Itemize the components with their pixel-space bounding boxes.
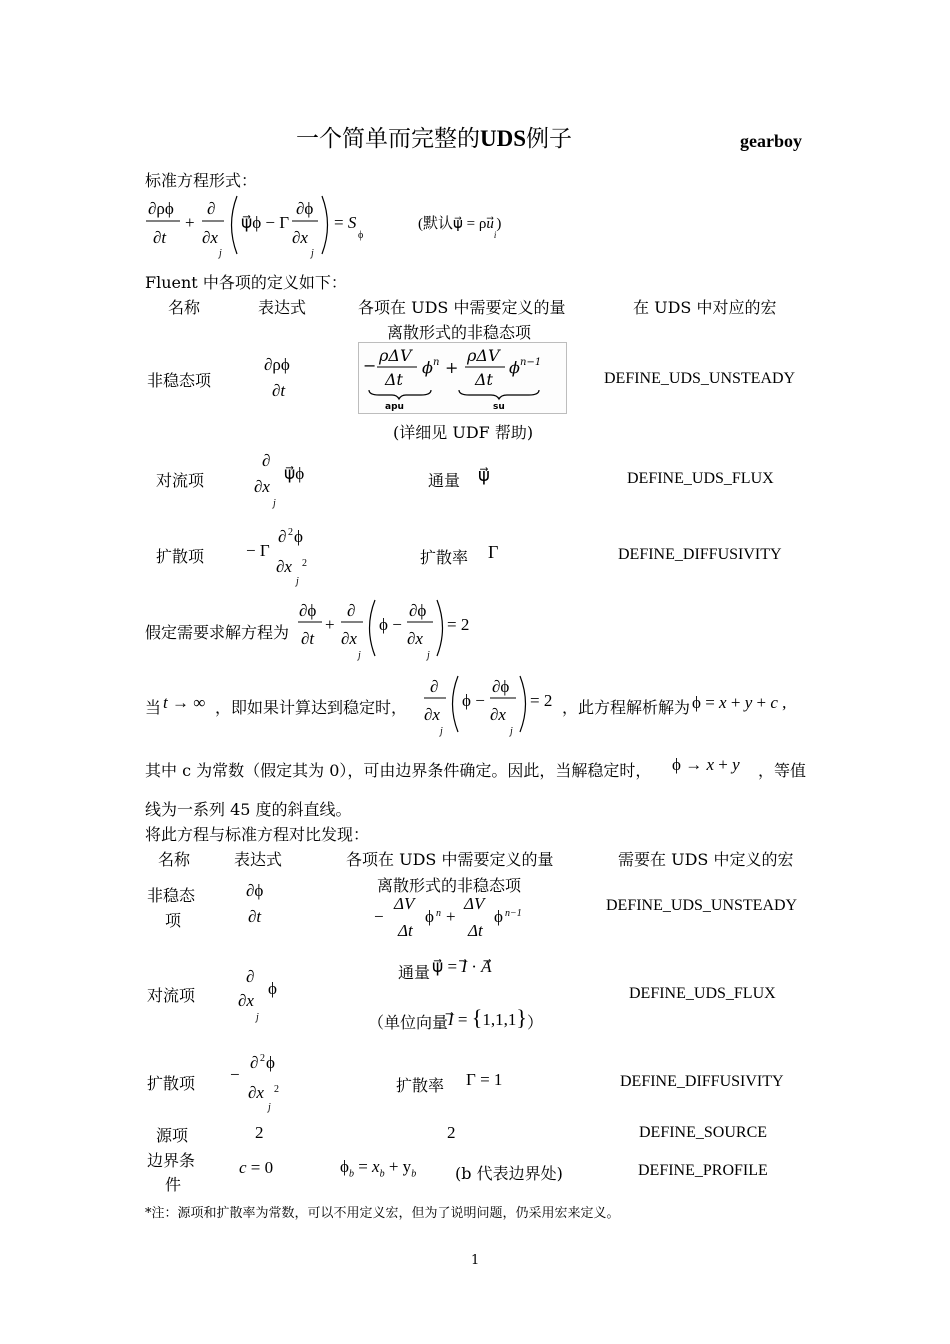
t2-source-name: 源项 xyxy=(156,1126,189,1145)
svg-text:ϕ: ϕ xyxy=(266,1053,275,1072)
svg-text:j: j xyxy=(219,248,222,259)
t1-convection-name: 对流项 xyxy=(156,471,205,490)
svg-text:ρΔV: ρΔV xyxy=(467,346,500,365)
t1-header-macro: 在 UDS 中对应的宏 xyxy=(633,298,777,317)
t2-diffusion-quantity: 扩散率 xyxy=(396,1076,445,1095)
svg-text:apu: apu xyxy=(385,402,404,412)
t2-header-quantity: 各项在 UDS 中需要定义的量 xyxy=(346,850,554,869)
t2-unit-vector-prefix: （单位向量 xyxy=(368,1013,449,1032)
svg-text:2: 2 xyxy=(302,558,307,569)
t2-source-macro: DEFINE_SOURCE xyxy=(639,1124,768,1141)
svg-text:ϕ −: ϕ − xyxy=(462,691,485,710)
svg-text:∂: ∂ xyxy=(250,1053,259,1072)
t1-header-expr: 表达式 xyxy=(258,298,307,317)
unit-vector: I⃗ = {1,1,1} xyxy=(448,1005,527,1030)
svg-text:ψ⃗ϕ: ψ⃗ϕ xyxy=(284,464,305,483)
svg-text:∂t: ∂t xyxy=(301,629,315,648)
svg-text:+: + xyxy=(185,213,195,232)
t1-diffusion-expr xyxy=(244,522,324,588)
svg-text:∂: ∂ xyxy=(262,451,271,470)
para-line2: 线为一系列 45 度的斜直线。 xyxy=(145,800,352,819)
svg-text:∂x: ∂x xyxy=(341,629,357,648)
svg-text:su: su xyxy=(493,402,505,412)
flux-definition: ψ⃗ = I⃗ · A xyxy=(432,957,492,976)
t1-diffusion-macro: DEFINE_DIFFUSIVITY xyxy=(618,546,782,563)
t2-unsteady-name-l2: 项 xyxy=(165,911,182,930)
svg-text:−: − xyxy=(363,356,377,375)
when-prefix: 当 xyxy=(145,698,162,717)
svg-text:∂ϕ: ∂ϕ xyxy=(246,881,264,900)
svg-text:∂x: ∂x xyxy=(424,705,440,724)
svg-text:+: + xyxy=(446,907,456,926)
t1-header-name: 名称 xyxy=(168,298,201,317)
t1-convection-quantity: 通量 xyxy=(428,471,461,490)
author-name: gearboy xyxy=(740,131,802,151)
svg-text:∂ϕ: ∂ϕ xyxy=(492,677,510,696)
svg-text:2: 2 xyxy=(260,1053,265,1064)
svg-text:∂x: ∂x xyxy=(490,705,506,724)
svg-text:Δt: Δt xyxy=(385,370,403,389)
svg-text:2: 2 xyxy=(274,1084,279,1095)
svg-text:j: j xyxy=(296,576,299,587)
t2-unsteady-quantity: 离散形式的非稳态项 xyxy=(377,876,522,895)
t2-unsteady-expr xyxy=(240,874,280,930)
svg-text:ϕ: ϕ xyxy=(422,358,433,377)
svg-text:−: − xyxy=(230,1065,240,1084)
t2-diffusion-macro: DEFINE_DIFFUSIVITY xyxy=(620,1073,784,1090)
svg-text:∂x: ∂x xyxy=(202,228,218,247)
svg-text:ΔV: ΔV xyxy=(464,894,485,913)
para-line1-end: ，等值 xyxy=(758,761,807,780)
svg-text:ϕ: ϕ xyxy=(509,358,520,377)
fluent-intro: Fluent 中各项的定义如下： xyxy=(145,273,347,292)
t1-diffusion-quantity: 扩散率 xyxy=(420,548,469,567)
t1-convection-expr xyxy=(250,446,320,512)
svg-text:n: n xyxy=(436,908,441,919)
compare-label: 将此方程与标准方程对比发现： xyxy=(145,825,370,844)
t2-unsteady-name-l1: 非稳态 xyxy=(147,886,196,905)
svg-text:∂x: ∂x xyxy=(238,991,254,1010)
svg-text:∂ϕ: ∂ϕ xyxy=(296,199,314,218)
svg-text:∂x: ∂x xyxy=(292,228,308,247)
svg-text:∂x: ∂x xyxy=(407,629,423,648)
t2-header-macro: 需要在 UDS 中定义的宏 xyxy=(618,850,794,869)
t1-header-quantity: 各项在 UDS 中需要定义的量 xyxy=(358,298,566,317)
svg-text:ψ⃗ϕ − Γ: ψ⃗ϕ − Γ xyxy=(241,213,290,232)
footnote: *注：源项和扩散率为常数，可以不用定义宏，但为了说明问题，仍采用宏来定义。 xyxy=(145,1206,620,1221)
standard-equation xyxy=(140,190,540,265)
svg-text:Δt: Δt xyxy=(468,921,483,940)
svg-text:j: j xyxy=(510,726,513,737)
gamma-symbol: Γ xyxy=(488,542,499,562)
svg-text:−: − xyxy=(374,907,384,926)
t2-unsteady-discrete xyxy=(370,890,540,942)
svg-text:j: j xyxy=(273,498,276,509)
when-mid: ，即如果计算达到稳定时， xyxy=(215,698,408,717)
unsteady-discrete-image xyxy=(358,342,567,414)
t1-unsteady-quantity-label: 离散形式的非稳态项 xyxy=(387,323,532,342)
svg-text:∂: ∂ xyxy=(347,601,356,620)
t1-unsteady-macro: DEFINE_UDS_UNSTEADY xyxy=(604,370,796,387)
t1-convection-macro: DEFINE_UDS_FLUX xyxy=(627,470,774,487)
t-to-infinity: t → ∞ xyxy=(163,693,206,712)
svg-text:∂ϕ: ∂ϕ xyxy=(299,601,317,620)
svg-text:∂x: ∂x xyxy=(248,1083,264,1102)
svg-text:j: j xyxy=(358,650,361,661)
para-line1: 其中 c 为常数（假定其为 0），可由边界条件确定。因此，当解稳定时， xyxy=(145,761,652,780)
svg-text:j: j xyxy=(427,650,430,661)
t2-source-quantity: 2 xyxy=(447,1123,456,1142)
svg-text:(默认ψ⃗ = ρu⃗i): (默认ψ⃗ = $\rho u_i$) xyxy=(418,216,502,240)
svg-text:+: + xyxy=(325,615,335,634)
svg-text:∂x: ∂x xyxy=(276,557,292,576)
svg-text:Δt: Δt xyxy=(398,921,413,940)
svg-text:j: j xyxy=(311,248,314,259)
svg-text:∂: ∂ xyxy=(246,967,255,986)
svg-text:∂: ∂ xyxy=(207,199,216,218)
svg-text:∂x: ∂x xyxy=(254,477,270,496)
page-title: 一个简单而完整的UDS例子 xyxy=(296,126,573,152)
svg-text:∂ϕ: ∂ϕ xyxy=(409,601,427,620)
t2-convection-quantity: 通量 xyxy=(398,963,431,982)
svg-text:ΔV: ΔV xyxy=(394,894,415,913)
svg-text:+: + xyxy=(445,358,459,377)
t1-unsteady-note: (详细见 UDF 帮助) xyxy=(393,423,534,442)
t1-unsteady-expr xyxy=(260,350,310,402)
t2-boundary-macro: DEFINE_PROFILE xyxy=(638,1162,768,1179)
t2-header-name: 名称 xyxy=(158,850,191,869)
psi-vector-symbol: ψ⃗ xyxy=(478,465,490,485)
svg-text:2: 2 xyxy=(288,527,293,538)
when-suffix: ，此方程解析解为 xyxy=(562,698,691,717)
svg-text:= S: = S xyxy=(334,213,357,232)
svg-text:ρΔV: ρΔV xyxy=(379,346,412,365)
svg-text:∂: ∂ xyxy=(430,677,439,696)
svg-text:∂ρϕ: ∂ρϕ xyxy=(148,199,174,218)
svg-text:ϕ: ϕ xyxy=(358,230,364,241)
t2-boundary-name-l2: 件 xyxy=(165,1175,182,1194)
svg-text:= 2: = 2 xyxy=(530,691,553,710)
steady-equation xyxy=(420,672,570,738)
page-number: 1 xyxy=(471,1253,480,1268)
analytic-solution: ϕ = x + y + c , xyxy=(692,693,787,712)
svg-text:j: j xyxy=(440,726,443,737)
svg-text:ϕ: ϕ xyxy=(425,907,434,926)
svg-text:∂t: ∂t xyxy=(153,228,167,247)
t2-convection-name: 对流项 xyxy=(147,986,196,1005)
svg-text:− Γ: − Γ xyxy=(246,541,270,560)
t2-convection-expr xyxy=(234,962,294,1024)
t2-boundary-note: (b 代表边界处) xyxy=(455,1164,563,1183)
svg-text:n: n xyxy=(433,357,440,368)
gamma-equals-one: Γ = 1 xyxy=(466,1070,503,1089)
svg-text:∂t: ∂t xyxy=(272,381,286,400)
t2-unsteady-macro: DEFINE_UDS_UNSTEADY xyxy=(606,897,798,914)
t2-boundary-expr: c = 0 xyxy=(239,1158,274,1177)
standard-form-label: 标准方程形式： xyxy=(145,171,258,190)
svg-text:j: j xyxy=(268,1102,271,1113)
t2-diffusion-name: 扩散项 xyxy=(147,1074,196,1093)
boundary-condition: $\phi_b = x_b + y_b$ xyxy=(340,1157,417,1180)
svg-text:∂t: ∂t xyxy=(248,907,262,926)
svg-text:n−1: n−1 xyxy=(505,908,522,919)
t2-header-expr: 表达式 xyxy=(234,850,283,869)
svg-text:ϕ −: ϕ − xyxy=(379,615,402,634)
assume-label: 假定需要求解方程为 xyxy=(145,623,290,642)
steady-solution: ϕ → x + y xyxy=(672,755,740,774)
svg-text:∂ρϕ: ∂ρϕ xyxy=(264,355,290,374)
t2-source-expr: 2 xyxy=(255,1123,264,1142)
svg-text:ϕ: ϕ xyxy=(494,907,503,926)
svg-text:ϕ: ϕ xyxy=(268,979,277,998)
svg-text:Δt: Δt xyxy=(475,370,493,389)
assumed-equation xyxy=(295,596,485,662)
t2-unit-vector-suffix: ） xyxy=(527,1013,544,1032)
t1-diffusion-name: 扩散项 xyxy=(156,547,205,566)
t2-diffusion-expr xyxy=(228,1048,298,1114)
t2-convection-macro: DEFINE_UDS_FLUX xyxy=(629,985,776,1002)
svg-text:j: j xyxy=(256,1012,259,1023)
svg-text:∂: ∂ xyxy=(278,527,287,546)
svg-text:n−1: n−1 xyxy=(520,357,542,368)
svg-text:ϕ: ϕ xyxy=(294,527,303,546)
svg-text:= 2: = 2 xyxy=(447,615,470,634)
t2-boundary-name-l1: 边界条 xyxy=(147,1151,196,1170)
t1-unsteady-name: 非稳态项 xyxy=(147,371,212,390)
